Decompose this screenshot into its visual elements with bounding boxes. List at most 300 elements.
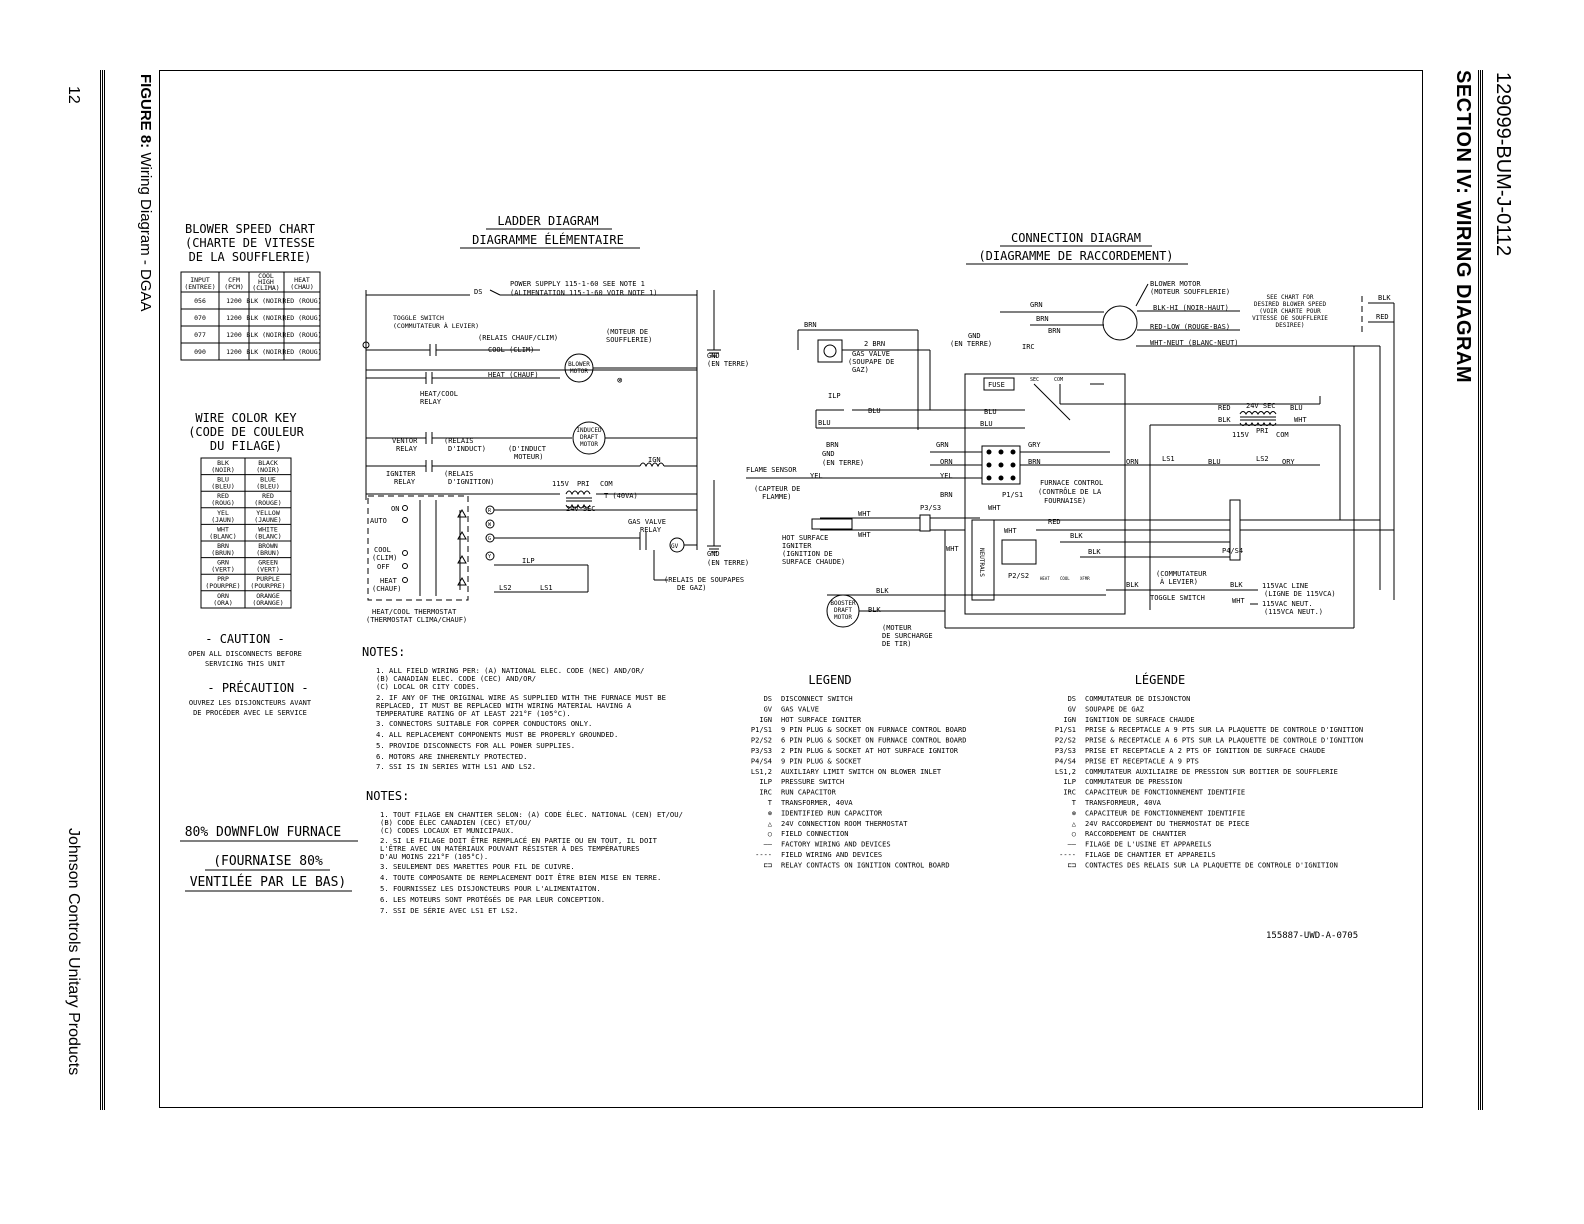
svg-text:Y: Y	[488, 554, 492, 560]
wire-key-cell: (BLANC)	[209, 532, 237, 541]
note-line: L'ÊTRE AVEC UN MATÉRIAUX POUVANT RÉSISTER À DES TEMPÉRATURES	[380, 844, 640, 853]
legend-symbol: ----	[1059, 851, 1076, 859]
wire-key-cell: (NOIR)	[256, 466, 280, 474]
svg-text:BLU: BLU	[818, 419, 831, 427]
svg-text:BLK-HI (NOIR-HAUT): BLK-HI (NOIR-HAUT)	[1153, 304, 1229, 312]
svg-text:24V SEC: 24V SEC	[1246, 402, 1276, 410]
legend-symbol: IRC	[759, 788, 772, 797]
legend-symbol: T	[767, 799, 772, 807]
legend-description: PRISE ET RECEPTACLE A 2 PTS OF IGNITION DE SURFACE CHAUDE	[1085, 747, 1326, 755]
note-line: 4. ALL REPLACEMENT COMPONENTS MUST BE PROPERLY GROUNDED.	[376, 730, 619, 739]
svg-text:COM: COM	[1054, 377, 1064, 383]
blower-chart-cell: 1200	[226, 297, 242, 305]
svg-text:MOTOR: MOTOR	[569, 368, 589, 375]
company-name: Johnson Controls Unitary Products	[65, 828, 82, 1076]
note-line: REPLACED, IT MUST BE REPLACED WITH WIRING MATERIAL HAVING A	[376, 701, 632, 710]
svg-text:BLK: BLK	[876, 587, 889, 595]
svg-text:P3/S3: P3/S3	[920, 504, 942, 512]
svg-text:DRAFT: DRAFT	[579, 434, 599, 441]
svg-text:WHT: WHT	[988, 504, 1001, 512]
svg-text:WHT: WHT	[1004, 527, 1017, 535]
svg-text:BLU: BLU	[980, 420, 993, 428]
svg-text:HEAT: HEAT	[1040, 576, 1050, 581]
svg-text:BLK: BLK	[1088, 548, 1101, 556]
notes-english	[362, 645, 666, 771]
legend-symbol: P2/S2	[1054, 736, 1076, 745]
legend-description: 24V CONNECTION ROOM THERMOSTAT	[781, 819, 908, 828]
svg-text:115V: 115V	[552, 480, 569, 488]
ladder-gnd: GND	[707, 352, 720, 360]
wire-key-cell: RED	[217, 492, 229, 501]
connection-title: CONNECTION DIAGRAM	[1010, 231, 1142, 245]
svg-text:COM: COM	[1276, 431, 1289, 439]
svg-text:24V SEC: 24V SEC	[566, 505, 596, 513]
legend-description: 24V RACCORDEMENT DU THERMOSTAT DE PIECE	[1085, 819, 1250, 828]
legend-symbol: △	[767, 819, 772, 828]
svg-text:BRN: BRN	[1048, 327, 1061, 335]
svg-text:BRN: BRN	[940, 491, 953, 499]
ladder-title: LADDER DIAGRAM	[497, 214, 599, 228]
ladder-subtitle: DIAGRAMME ÉLÉMENTAIRE	[472, 233, 624, 247]
wire-key-cell: BROWN	[258, 542, 278, 550]
legend-description: GAS VALVE	[781, 705, 819, 714]
legend-description: COMMUTATEUR AUXILIAIRE DE PRESSION SUR BOITIER DE SOUFFLERIE	[1085, 767, 1338, 776]
svg-text:GAS VALVE: GAS VALVE	[852, 350, 890, 358]
wire-key-cell: (JAUN)	[211, 515, 235, 524]
legend-english	[751, 673, 967, 869]
svg-text:BLK: BLK	[1126, 581, 1139, 589]
svg-text:(EN TERRE): (EN TERRE)	[707, 559, 750, 567]
svg-text:WHT: WHT	[1294, 416, 1307, 424]
svg-text:INDUCED: INDUCED	[576, 427, 602, 434]
legend-description: IGNITION DE SURFACE CHAUDE	[1085, 715, 1195, 724]
legend-description: HOT SURFACE IGNITER	[781, 715, 862, 724]
svg-text:WHT: WHT	[858, 510, 871, 518]
legend-description: COMMUTATEUR DE DISJONCTON	[1085, 695, 1191, 703]
legend-symbol: LS1,2	[1054, 767, 1076, 776]
hot-surface-igniter-symbol	[812, 519, 852, 529]
furnace-title-block	[180, 825, 358, 891]
thermostat-label: HEAT/COOL THERMOSTAT	[372, 608, 457, 616]
svg-text:BLU: BLU	[1290, 404, 1303, 412]
svg-text:BLK: BLK	[868, 606, 881, 614]
svg-text:MOTEUR): MOTEUR)	[514, 453, 544, 461]
note-line: TEMPERATURE RATING OF AT LEAST 221°F (105°C).	[376, 709, 571, 718]
ladder-power: POWER SUPPLY 115-1-60 SEE NOTE 1	[510, 280, 645, 288]
svg-text:ON: ON	[391, 505, 400, 513]
svg-text:(CAPTEUR DE: (CAPTEUR DE	[754, 485, 801, 493]
svg-text:BLU: BLU	[1208, 458, 1221, 466]
wire-key-cell: (NOIR)	[211, 466, 235, 474]
wire-key-title-2: (CODE DE COULEUR	[188, 425, 304, 439]
blower-chart-header: HEAT	[294, 276, 310, 284]
wire-key-cell: (ROUGE)	[254, 499, 282, 508]
svg-text:PRI: PRI	[1256, 427, 1269, 435]
svg-text:RED: RED	[1218, 404, 1231, 412]
notes-fr-title: NOTES:	[366, 789, 410, 803]
wire-key-cell: (JAUNE)	[254, 515, 282, 524]
svg-text:HOT SURFACE: HOT SURFACE	[782, 534, 829, 542]
svg-text:(MOTEUR SOUFFLERIE): (MOTEUR SOUFFLERIE)	[1150, 288, 1231, 296]
wire-key-cell: ORN	[217, 591, 229, 600]
legend-description: TRANSFORMEUR, 40VA	[1085, 799, 1161, 807]
legend-symbol: P3/S3	[750, 747, 772, 755]
caution-text-2: SERVICING THIS UNIT	[204, 660, 286, 668]
legend-description: FIELD CONNECTION	[781, 830, 849, 839]
svg-text:PRI: PRI	[577, 480, 590, 488]
legend-description: COMMUTATEUR DE PRESSION	[1085, 778, 1182, 787]
legend-symbol: P4/S4	[750, 757, 772, 766]
svg-text:GND: GND	[707, 550, 720, 558]
legend-symbol: T	[1071, 799, 1076, 807]
legend-symbol: ○	[767, 830, 772, 839]
caution-title: - CAUTION -	[205, 632, 285, 646]
caution-fr-text-2: DE PROCÉDER AVEC LE SERVICE	[193, 709, 307, 717]
svg-text:115VAC NEUT.: 115VAC NEUT.	[1262, 600, 1313, 608]
svg-text:(VOIR CHARTE POUR: (VOIR CHARTE POUR	[1259, 308, 1321, 315]
connection-subtitle: (DIAGRAMME DE RACCORDEMENT)	[978, 249, 1174, 263]
svg-text:BLK: BLK	[1230, 581, 1243, 589]
note-line: 6. LES MOTEURS SONT PROTÉGÉS DE PAR LEUR CONCEPTION.	[380, 895, 606, 904]
note-line: (B) CANADIAN ELEC. CODE (CEC) AND/OR/	[376, 674, 537, 683]
svg-text:RED: RED	[1048, 518, 1061, 526]
svg-text:FUSE: FUSE	[988, 381, 1005, 389]
svg-text:RED: RED	[1376, 313, 1389, 321]
ladder-diagram	[363, 214, 749, 624]
legend-description: 9 PIN PLUG & SOCKET ON FURNACE CONTROL BOARD	[781, 726, 967, 735]
wire-key-cell: WHT	[217, 525, 229, 534]
svg-text:DE TIR): DE TIR)	[882, 640, 912, 648]
svg-text:(MOTEUR: (MOTEUR	[882, 624, 912, 632]
ladder-relais: (RELAIS CHAUF/CLIM)	[478, 334, 559, 342]
svg-text:(COMMUTATEUR: (COMMUTATEUR	[1156, 570, 1207, 578]
note-line: (B) CODE ÉLEC CANADIEN (CEC) ET/OU/	[380, 818, 532, 827]
svg-text:(RELAIS: (RELAIS	[444, 470, 474, 478]
wire-key-cell: (BRUN)	[256, 549, 280, 557]
blower-chart-header: (CHAU)	[290, 283, 314, 291]
svg-text:(CLIM): (CLIM)	[372, 554, 398, 562]
svg-text:D'INDUCT): D'INDUCT)	[448, 445, 486, 453]
wire-key-cell: (ROUG)	[211, 499, 235, 508]
legend-symbol: DS	[1067, 695, 1076, 703]
blower-chart-cell: 070	[194, 314, 206, 322]
svg-text:LS2: LS2	[499, 584, 512, 592]
svg-text:GND: GND	[968, 332, 981, 340]
wire-key-cell: BLK	[217, 459, 229, 467]
ladder-ds: DS	[474, 288, 483, 296]
svg-text:R: R	[488, 508, 492, 514]
svg-text:FLAME SENSOR: FLAME SENSOR	[746, 466, 797, 474]
ladder-ign: IGN	[648, 456, 661, 464]
svg-text:IGNITER: IGNITER	[782, 542, 812, 550]
legend-description: FIELD WIRING AND DEVICES	[781, 851, 883, 859]
svg-text:G: G	[488, 536, 492, 542]
legend-description: DISCONNECT SWITCH	[781, 695, 853, 703]
ladder-ventor-relay: VENTOR	[392, 437, 418, 445]
note-line: 4. TOUTE COMPOSANTE DE REMPLACEMENT DOIT ÊTRE BIEN MISE EN TERRE.	[380, 873, 662, 882]
wire-key-cell: (POURPRE)	[205, 582, 241, 591]
legend-description: PRISE & RECEPTACLE A 9 PTS SUR LA PLAQUETTE DE CONTROLE D'IGNITION	[1085, 726, 1364, 735]
blower-chart-cell: 077	[194, 331, 206, 339]
svg-text:SEE CHART FOR: SEE CHART FOR	[1266, 294, 1314, 301]
svg-text:115V: 115V	[1232, 431, 1249, 439]
svg-text:DRAFT: DRAFT	[833, 607, 853, 614]
svg-text:(CONTRÔLE DE LA: (CONTRÔLE DE LA	[1038, 488, 1102, 496]
p2-s2-connector	[1002, 540, 1036, 564]
svg-text:LS1: LS1	[1162, 455, 1175, 463]
legend-symbol: P3/S3	[1054, 747, 1076, 755]
svg-text:DESIREE): DESIREE)	[1275, 322, 1305, 329]
wire-key-title-3: DU FILAGE)	[209, 439, 283, 453]
legend-description: FILAGE DE L'USINE ET APPAREILS	[1085, 840, 1212, 849]
svg-text:(EN TERRE): (EN TERRE)	[822, 459, 865, 467]
blower-chart-header: INPUT	[190, 276, 210, 284]
blower-speed-chart	[181, 222, 322, 360]
svg-text:YEL: YEL	[810, 472, 823, 480]
furnace-title-fr-2: VENTILÉE PAR LE BAS)	[189, 875, 347, 890]
legend-symbol: ----	[755, 851, 772, 859]
legend-description: SOUPAPE DE GAZ	[1085, 705, 1145, 714]
wire-key-cell: (VERT)	[256, 565, 280, 574]
wire-key-cell: WHITE	[258, 525, 278, 534]
svg-text:FOURNAISE): FOURNAISE)	[1044, 497, 1087, 505]
svg-text:GRN: GRN	[936, 441, 949, 449]
wire-key-cell: ORANGE	[256, 591, 280, 600]
svg-text:BLK: BLK	[1070, 532, 1083, 540]
notes-en-title: NOTES:	[362, 645, 406, 659]
svg-text:RELAY: RELAY	[640, 526, 662, 534]
note-line: 2. SI LE FILAGE DOIT ÊTRE REMPLACÉ EN PARTIE OU EN TOUT, IL DOIT	[380, 836, 657, 845]
svg-text:MOTOR: MOTOR	[833, 614, 853, 621]
caution-fr-text-1: OUVREZ LES DISJONCTEURS AVANT	[188, 699, 312, 707]
svg-text:ORY: ORY	[1282, 458, 1295, 466]
legend-description: IDENTIFIED RUN CAPACITOR	[781, 809, 883, 818]
svg-text:WHT: WHT	[946, 545, 959, 553]
blower-chart-title-2: (CHARTE DE VITESSE	[184, 236, 316, 250]
blower-chart-cell: 1200	[226, 314, 242, 322]
blower-chart-cell: BLK (NOIR)	[246, 314, 286, 322]
wire-key-cell: PRP	[217, 575, 229, 584]
caution-fr-title: - PRÉCAUTION -	[207, 681, 309, 695]
legend-symbol: DS	[763, 695, 772, 703]
svg-text:HEAT: HEAT	[380, 577, 397, 585]
svg-text:WHT-NEUT (BLANC-NEUT): WHT-NEUT (BLANC-NEUT)	[1150, 339, 1239, 347]
caution-block	[188, 632, 312, 717]
svg-text:COOL: COOL	[374, 546, 391, 554]
svg-text:RELAY: RELAY	[394, 478, 416, 486]
page-number: 12	[65, 86, 82, 104]
blower-chart-header: (PCM)	[224, 283, 244, 291]
svg-text:BLOWER MOTOR: BLOWER MOTOR	[1150, 280, 1201, 288]
legend-description: PRESSURE SWITCH	[781, 778, 845, 787]
svg-text:COOL: COOL	[1060, 576, 1070, 581]
drawing-number: 155887-UWD-A-0705	[1266, 931, 1359, 941]
note-line: 5. PROVIDE DISCONNECTS FOR ALL POWER SUPPLIES.	[376, 741, 576, 750]
svg-text:P2/S2: P2/S2	[1008, 572, 1030, 580]
note-line: 1. ALL FIELD WIRING PER: (A) NATIONAL ELEC. CODE (NEC) AND/OR/	[376, 666, 645, 675]
legend-symbol: ⊗	[1071, 809, 1076, 818]
legend-symbol: ⊏⊐	[1067, 861, 1076, 870]
svg-text:GRN: GRN	[1030, 301, 1043, 309]
legend-description: AUXILIARY LIMIT SWITCH ON BLOWER INLET	[781, 767, 942, 776]
document-id: 129099-BUM-J-0112	[1492, 72, 1514, 257]
svg-text:(IGNITION DE: (IGNITION DE	[782, 550, 833, 558]
legend-description: RUN CAPACITOR	[781, 788, 836, 797]
svg-text:BLU: BLU	[868, 407, 881, 415]
svg-text:D'IGNITION): D'IGNITION)	[448, 478, 495, 486]
svg-text:VITESSE DE SOUFFLERIE: VITESSE DE SOUFFLERIE	[1252, 315, 1328, 322]
ladder-hc-relay-1: HEAT/COOL	[420, 390, 458, 398]
wire-key-cell: YELLOW	[256, 508, 280, 517]
note-line: 7. SSI IS IN SERIES WITH LS1 AND LS2.	[376, 762, 537, 771]
ladder-gnd-fr: (EN TERRE)	[707, 360, 750, 368]
svg-text:GAS VALVE: GAS VALVE	[628, 518, 666, 526]
legend-description: TRANSFORMER, 40VA	[781, 799, 853, 807]
note-line: D'AU MOINS 221°F (105°C).	[380, 852, 489, 861]
note-line: 3. SEULEMENT DES MARETTES POUR FIL DE CUIVRE.	[380, 862, 575, 871]
svg-text:⊗: ⊗	[617, 376, 623, 386]
blower-chart-header: HIGH	[258, 278, 274, 286]
ladder-moteur: (MOTEUR DE	[606, 328, 649, 336]
svg-text:TOGGLE SWITCH: TOGGLE SWITCH	[1150, 594, 1205, 602]
wire-key-cell: (BRUN)	[211, 549, 235, 557]
blower-chart-cell: 1200	[226, 331, 242, 339]
note-line: 3. CONNECTORS SUITABLE FOR COPPER CONDUCTORS ONLY.	[376, 719, 593, 728]
note-line: 2. IF ANY OF THE ORIGINAL WIRE AS SUPPLIED WITH THE FURNACE MUST BE	[376, 693, 666, 702]
blower-chart-header: (ENTREE)	[184, 283, 216, 291]
gas-valve-symbol	[818, 340, 842, 362]
legend-description: PRISE & RECEPTACLE A 6 PTS SUR LA PLAQUETTE DE CONTROLE D'IGNITION	[1085, 736, 1364, 745]
svg-text:(LIGNE DE 115VCA): (LIGNE DE 115VCA)	[1264, 590, 1336, 598]
svg-text:AUTO: AUTO	[370, 517, 387, 525]
svg-text:LS1: LS1	[540, 584, 553, 592]
svg-text:À LEVIER): À LEVIER)	[1160, 578, 1198, 586]
svg-text:SEC: SEC	[1030, 377, 1040, 383]
svg-text:ILP: ILP	[522, 557, 535, 565]
blower-chart-title-3: DE LA SOUFFLERIE)	[188, 250, 312, 264]
svg-text:NEUTRALS: NEUTRALS	[978, 548, 985, 577]
blower-chart-cell: 1200	[226, 348, 242, 356]
svg-text:DE GAZ): DE GAZ)	[677, 584, 707, 592]
wire-color-key	[188, 411, 304, 608]
svg-text:YEL: YEL	[940, 472, 953, 480]
legend-symbol: LS1,2	[750, 767, 772, 776]
svg-text:(115VCA NEUT.): (115VCA NEUT.)	[1264, 608, 1324, 616]
connection-diagram	[746, 231, 1394, 648]
svg-text:XFMR: XFMR	[1080, 576, 1090, 581]
wire-key-cell: BRN	[217, 542, 229, 550]
wire-key-cell: (BLEU)	[211, 482, 235, 491]
svg-text:GAZ): GAZ)	[852, 366, 869, 374]
svg-text:(RELAIS DE SOUPAPES: (RELAIS DE SOUPAPES	[664, 576, 745, 584]
ladder-hc-relay-2: RELAY	[420, 398, 442, 406]
note-line: 1. TOUT FILAGE EN CHANTIER SELON: (A) CODE ÉLEC. NATIONAL (CEN) ET/OU/	[380, 810, 683, 819]
wire-key-cell: RED	[262, 492, 274, 501]
legend-description: CAPACITEUR DE FONCTIONNEMENT IDENTIFIE	[1085, 809, 1246, 818]
svg-text:BLK: BLK	[1218, 416, 1231, 424]
svg-text:WHT: WHT	[1232, 597, 1245, 605]
blower-chart-cell: 056	[194, 297, 206, 305]
wire-key-cell: BLUE	[260, 475, 276, 484]
legend-symbol: ⊗	[767, 809, 772, 818]
blower-chart-cell: BLK (NOIR)	[246, 297, 286, 305]
note-line: (C) LOCAL OR CITY CODES.	[376, 682, 480, 691]
wire-key-cell: (ORANGE)	[252, 598, 284, 607]
legend-symbol: ⊏⊐	[763, 861, 772, 870]
blower-chart-cell: BLK (NOIR)	[246, 331, 286, 339]
legend-symbol: ILP	[759, 778, 772, 787]
legend-symbol: P1/S1	[750, 726, 772, 735]
svg-text:GRY: GRY	[1028, 441, 1041, 449]
svg-text:FURNACE CONTROL: FURNACE CONTROL	[1040, 479, 1104, 487]
legend-description: 2 PIN PLUG & SOCKET AT HOT SURFACE IGNITOR	[781, 747, 959, 755]
svg-text:GND: GND	[822, 450, 835, 458]
blower-chart-cell: RED (ROUG)	[282, 348, 322, 356]
svg-text:COM: COM	[600, 480, 613, 488]
svg-text:(EN TERRE): (EN TERRE)	[950, 340, 993, 348]
blower-chart-header: (CLIMA)	[252, 284, 280, 292]
legend-description: FILAGE DE CHANTIER ET APPAREILS	[1085, 851, 1216, 859]
svg-text:MOTOR: MOTOR	[579, 441, 599, 448]
svg-text:BRN: BRN	[1028, 458, 1041, 466]
svg-text:BLK: BLK	[1378, 294, 1391, 302]
svg-text:(CHAUF): (CHAUF)	[372, 585, 402, 593]
legend-description: 6 PIN PLUG & SOCKET ON FURNACE CONTROL BOARD	[781, 736, 967, 745]
ladder-heat: HEAT (CHAUF)	[488, 371, 539, 379]
legend-symbol: △	[1071, 819, 1076, 828]
legend-symbol: IGN	[759, 715, 772, 724]
svg-text:IRC: IRC	[1022, 343, 1035, 351]
svg-text:GV: GV	[671, 543, 679, 550]
legend-description: RELAY CONTACTS ON IGNITION CONTROL BOARD	[781, 861, 950, 870]
blower-chart-header: CFM	[228, 276, 240, 284]
wire-key-cell: BLACK	[258, 459, 278, 467]
legend-description: PRISE ET RECEPTACLE A 9 PTS	[1085, 757, 1199, 766]
wire-key-cell: (BLEU)	[256, 482, 280, 491]
svg-text:115VAC LINE: 115VAC LINE	[1262, 582, 1309, 590]
note-line: (C) CODES LOCAUX ET MUNICIPAUX.	[380, 826, 515, 835]
legend-symbol: GV	[763, 705, 772, 714]
svg-text:OFF: OFF	[377, 563, 390, 571]
legend-symbol: IRC	[1063, 788, 1076, 797]
legend-french	[1055, 672, 1363, 869]
figure-label: FIGURE 8:	[137, 74, 154, 149]
legend-symbol: P4/S4	[1054, 757, 1076, 766]
svg-text:WHT: WHT	[858, 531, 871, 539]
svg-text:W: W	[488, 522, 492, 528]
legend-symbol: IGN	[1063, 715, 1076, 724]
wire-key-cell: GREEN	[258, 558, 278, 567]
svg-text:RED-LOW (ROUGE-BAS): RED-LOW (ROUGE-BAS)	[1150, 323, 1231, 331]
caution-text-1: OPEN ALL DISCONNECTS BEFORE	[188, 650, 302, 658]
legend-description: CONTACTES DES RELAIS SUR LA PLAQUETTE DE CONTROLE D'IGNITION	[1085, 861, 1338, 870]
legend-symbol: P2/S2	[750, 736, 772, 745]
wire-key-cell: (ORA)	[213, 598, 233, 607]
svg-text:BLU: BLU	[984, 408, 997, 416]
legend-description: CAPACITEUR DE FONCTIONNEMENT IDENTIFIE	[1085, 788, 1246, 797]
svg-text:BLOWER: BLOWER	[568, 361, 590, 368]
svg-text:FLAMME): FLAMME)	[762, 493, 792, 501]
legend-symbol: GV	[1067, 705, 1076, 714]
wire-key-cell: (VERT)	[211, 565, 235, 574]
ladder-power-fr: (ALIMENTATION 115-1-60 VOIR NOTE 1)	[510, 289, 658, 297]
wire-key-cell: (BLANC)	[254, 532, 282, 541]
legend-symbol: ——	[1067, 840, 1076, 849]
wire-key-cell: GRN	[217, 558, 229, 567]
blower-chart-cell: BLK (NOIR)	[246, 348, 286, 356]
wire-key-cell: PURPLE	[256, 575, 280, 584]
notes-french	[366, 789, 683, 915]
